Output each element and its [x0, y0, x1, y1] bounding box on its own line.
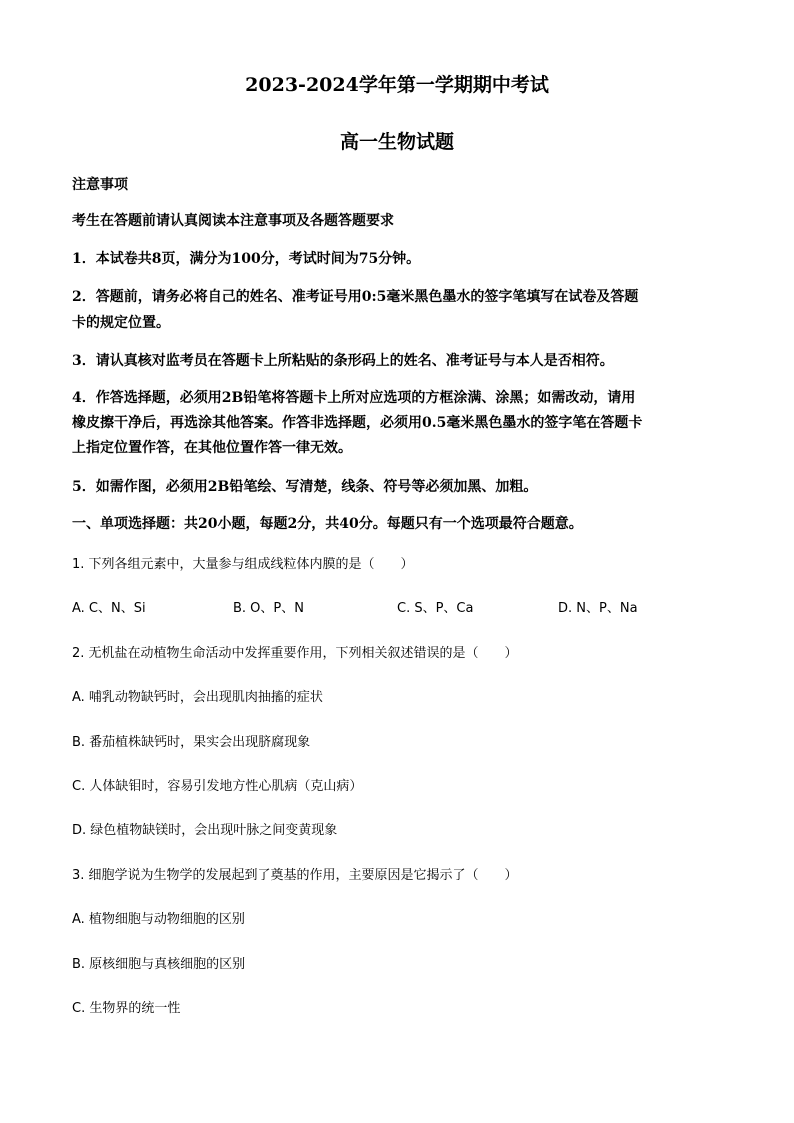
question-option: B. O、P、N	[233, 601, 304, 616]
question-option: C. 人体缺钼时，容易引发地方性心肌病（克山病）	[72, 779, 363, 794]
question-stem: 2. 无机盐在动植物生命活动中发挥重要作用，下列相关叙述错误的是（ ）	[72, 646, 518, 661]
notice-item: 5．如需作图，必须用2B铅笔绘、写清楚，线条、符号等必须加黑、加粗。	[72, 479, 538, 495]
notice-item: 3．请认真核对监考员在答题卡上所粘贴的条形码上的姓名、准考证号与本人是否相符。	[72, 353, 614, 369]
notice-heading: 注意事项	[72, 177, 128, 193]
question-option: D. 绿色植物缺镁时，会出现叶脉之间变黄现象	[72, 823, 338, 838]
notice-intro: 考生在答题前请认真阅读本注意事项及各题答题要求	[72, 213, 394, 229]
exam-title: 2023-2024学年第一学期期中考试	[245, 74, 549, 96]
question-stem: 1. 下列各组元素中，大量参与组成线粒体内膜的是（ ）	[72, 557, 414, 572]
question-option: A. 哺乳动物缺钙时，会出现肌肉抽搐的症状	[72, 690, 323, 705]
notice-item: 4．作答选择题，必须用2B铅笔将答题卡上所对应选项的方框涂满、涂黑；如需改动，请用	[72, 390, 636, 406]
question-option: A. C、N、Si	[72, 601, 146, 616]
question-stem: 3. 细胞学说为生物学的发展起到了奠基的作用，主要原因是它揭示了（ ）	[72, 868, 518, 883]
notice-item: 1．本试卷共8页，满分为100分，考试时间为75分钟。	[72, 251, 421, 267]
notice-item: 橡皮擦干净后，再选涂其他答案。作答非选择题，必须用0.5毫米黑色墨水的签字笔在答题卡	[72, 415, 643, 431]
question-option: B. 番茄植株缺钙时，果实会出现脐腐现象	[72, 735, 311, 750]
notice-item: 上指定位置作答，在其他位置作答一律无效。	[72, 440, 352, 456]
section-heading: 一、单项选择题：共20小题，每题2分，共40分。每题只有一个选项最符合题意。	[72, 516, 583, 532]
question-option: A. 植物细胞与动物细胞的区别	[72, 912, 245, 927]
question-option: B. 原核细胞与真核细胞的区别	[72, 957, 246, 972]
notice-item: 2．答题前，请务必将自己的姓名、准考证号用0:5毫米黑色墨水的签字笔填写在试卷及答题	[72, 289, 639, 305]
question-option: C. S、P、Ca	[397, 601, 474, 616]
question-option: C. 生物界的统一性	[72, 1001, 181, 1016]
subject-title: 高一生物试题	[339, 131, 454, 153]
notice-item: 卡的规定位置。	[72, 315, 170, 331]
question-option: D. N、P、Na	[558, 601, 638, 616]
